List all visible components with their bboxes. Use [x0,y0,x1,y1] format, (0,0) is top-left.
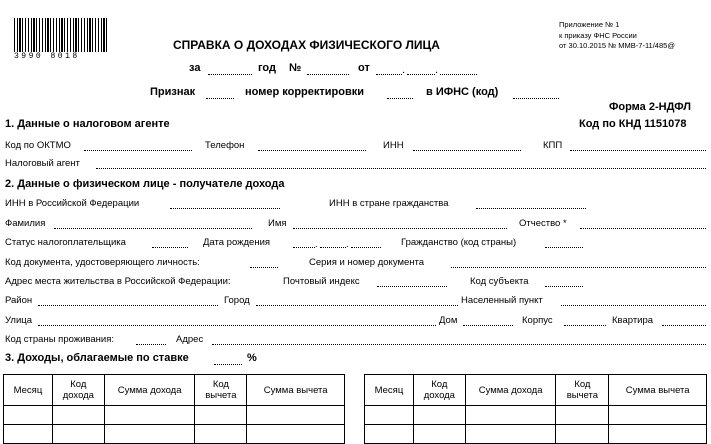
label-inn-country: ИНН в стране гражданства [329,198,449,209]
form-name: Форма 2-НДФЛ [609,101,691,113]
table-row [365,406,707,425]
annex-line-2: к приказу ФНС России [559,31,637,40]
inn-country-field[interactable] [476,208,586,209]
address-field[interactable] [212,344,706,345]
building-field[interactable] [564,325,606,326]
label-agent: Налоговый агент [5,158,80,169]
postal-field[interactable] [377,286,447,287]
agent-inn-field[interactable] [413,150,521,151]
label-house: Дом [439,315,458,326]
label-street: Улица [5,315,32,326]
col-income-code: Код дохода [52,375,104,406]
birth-day-field[interactable] [293,247,315,248]
label-address: Адрес [176,334,204,345]
label-god: год [258,62,276,74]
oktmo-field[interactable] [84,150,192,151]
label-birth: Дата рождения [203,237,271,248]
phone-field[interactable] [258,150,366,151]
label-correction: номер корректировки [245,86,365,98]
income-table-right [364,374,707,444]
number-field[interactable] [307,74,349,75]
barcode-bars [14,18,108,52]
section3-title: 3. Доходы, облагаемые по ставке [5,352,189,364]
district-field[interactable] [38,305,218,306]
col-deduction-code: Код вычета [556,375,609,406]
col-deduction-sum: Сумма вычета [247,375,345,406]
house-field[interactable] [463,325,513,326]
label-ifns: в ИФНС (код) [426,86,499,98]
kpp-field[interactable] [570,150,706,151]
col-deduction-sum: Сумма вычета [609,375,707,406]
form-knd: Код по КНД 1151078 [579,118,687,130]
birth-year-field[interactable] [351,247,381,248]
col-month: Месяц [365,375,414,406]
label-postal: Почтовый индекс [283,276,360,287]
annex-line-3: от 30.10.2015 № ММВ-7-11/485@ [559,41,675,50]
year-field[interactable] [208,74,252,75]
citizenship-field[interactable] [545,247,583,248]
table-row [4,406,345,425]
label-name: Имя [268,218,287,229]
label-address-rf: Адрес места жительства в Российской Федерации: [5,276,231,287]
date-day-field[interactable] [376,74,402,75]
ifns-field[interactable] [513,98,559,99]
col-income-code: Код дохода [413,375,465,406]
section2-title: 2. Данные о физическом лице - получателе дохода [5,178,285,190]
status-field[interactable] [152,247,188,248]
subject-field[interactable] [545,286,583,287]
annex-line-1: Приложение № 1 [559,20,620,29]
page-title: СПРАВКА О ДОХОДАХ ФИЗИЧЕСКОГО ЛИЦА [173,38,440,52]
label-oktmo: Код по ОКТМО [5,140,71,151]
label-subject: Код субъекта [470,276,529,287]
section1-title: 1. Данные о налоговом агенте [5,118,170,130]
priznak-field[interactable] [206,98,234,99]
income-table-left [3,374,345,444]
label-city: Город [224,295,250,306]
label-patronymic: Отчество * [519,218,567,229]
agent-name-field[interactable] [96,168,706,169]
label-district: Район [5,295,33,306]
barcode-number: 3990 8018 [14,52,80,61]
label-building: Корпус [522,315,553,326]
col-month: Месяц [4,375,53,406]
percent-sign: % [247,352,257,364]
label-apartment: Квартира [612,315,654,326]
label-phone: Телефон [205,140,245,151]
country-field[interactable] [136,344,166,345]
col-deduction-code: Код вычета [195,375,247,406]
label-doc-series: Серия и номер документа [309,257,425,268]
label-ot: от [358,62,370,74]
date-month-field[interactable] [407,74,435,75]
doc-series-field[interactable] [451,267,706,268]
label-inn: ИНН [383,140,404,151]
label-status: Статус налогоплательщика [5,237,126,248]
street-field[interactable] [38,325,436,326]
label-za: за [189,62,201,74]
label-locality: Населенный пункт [461,295,543,306]
label-country: Код страны проживания: [5,334,114,345]
locality-field[interactable] [561,305,706,306]
label-kpp: КПП [543,140,563,151]
rate-field[interactable] [214,364,242,365]
table-row [365,425,707,444]
label-citizenship: Гражданство (код страны) [401,237,517,248]
label-nomer: № [289,62,302,74]
birth-month-field[interactable] [320,247,346,248]
correction-field[interactable] [387,98,413,99]
tax-form-page: 3990 8018 Приложение № 1 к приказу ФНС России от 30.10.2015 № ММВ-7-11/485@ СПРАВКА О ДОХОДАХ ФИЗИЧЕСКОГО ЛИЦА за год № от . . Признак номер корректировки в ИФНС (код) Форма 2-НДФЛ Код по КНД 1151078 1. Данные о налоговом агенте Код по ОКТМО Телефон ИНН КПП Налоговый агент 2. Данные о физическом лице - получателе дохода ИНН в Российской Федерации ИНН в стране гражданства Фамилия Имя Отчество * Статус налогоплательщика Дата рождения . . Гражданство (код страны) Код документа, удостоверяющего личность: Серия и номер документа Адрес места жительства в Российской Федерации: Почтовый индекс Код субъекта Район Город Населенный пункт Улица Дом Корпус Квартира Код страны проживания: Адрес 3. Доходы, облагаемые по ставке % Месяц Код дохода Сумма дохода Код вычета Сумма вычета Месяц Код дохода Сумма дохода Код вычета Сумма вычета [0,0,711,428]
surname-field[interactable] [54,228,252,229]
patronymic-field[interactable] [580,228,706,229]
city-field[interactable] [256,305,458,306]
date-year-field[interactable] [440,74,477,75]
doc-code-field[interactable] [250,267,278,268]
apartment-field[interactable] [662,325,706,326]
name-field[interactable] [293,228,507,229]
barcode [14,18,108,61]
inn-rf-field[interactable] [170,208,280,209]
label-doc-code: Код документа, удостоверяющего личность: [5,257,200,268]
col-income-sum: Сумма дохода [465,375,556,406]
table-row [4,425,345,444]
label-inn-rf: ИНН в Российской Федерации [5,198,140,209]
col-income-sum: Сумма дохода [104,375,195,406]
label-surname: Фамилия [5,218,46,229]
label-priznak: Признак [150,86,196,98]
